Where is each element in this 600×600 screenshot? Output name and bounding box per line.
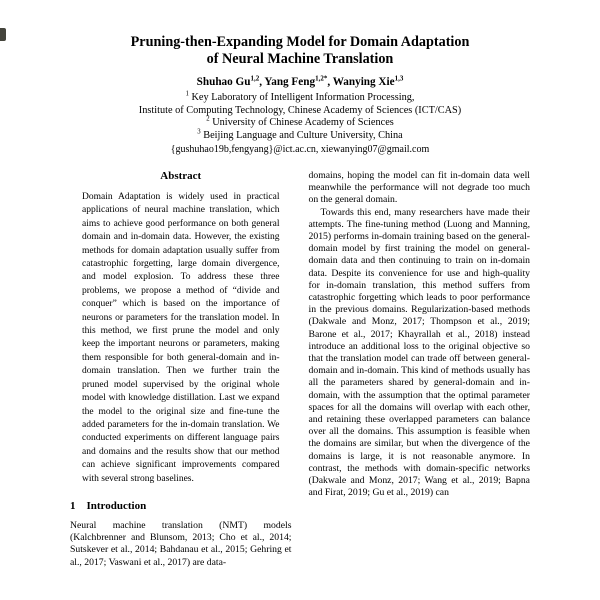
right-column bbox=[309, 170, 531, 499]
author-1 bbox=[197, 76, 265, 88]
affiliations-block bbox=[0, 92, 600, 142]
affiliation-3-mark: 2 bbox=[206, 115, 210, 123]
paper-header bbox=[0, 34, 600, 155]
introduction-text: Neural machine translation (NMT) models (Kalchbrenner and Blunsom, 2013; Cho et al., 2014; Sutskever et al., 2014; Bahdanau et al., 2015; Gehring et al., 2017; Vaswani et al., 2017) are data- bbox=[70, 519, 292, 568]
affiliation-3-text: University of Chinese Academy of Sciences bbox=[209, 117, 394, 129]
abstract-text: Domain Adaptation is widely used in practical applications of neural machine translation, which aims to achieve good performance on both general domain and in-domain data. However, the existing methods for domain adaptation usually suffer from catastrophic forgetting, large domain divergence, and model explosion. To address these three problems, we propose a method of “divide and conquer” which is based on the importance of neurons or parameters for the translation model. In this method, we first prune the model and only keep the important neurons or parameters, making them responsible for both general-domain and in-domain translation. Then we further train the pruned model supervised by the original whole model with knowledge distillation. Last we expand the model to the original size and fine-tune the added parameters for the in-domain translation. We conducted experiments on different language pairs and domains and the results show that our method can achieve significant improvements compared with several strong baselines. bbox=[82, 192, 280, 484]
affiliation-line-1 bbox=[0, 92, 600, 105]
affiliation-line-2 bbox=[0, 105, 600, 118]
author-2-separator: , bbox=[327, 76, 333, 88]
abstract-heading: Abstract bbox=[160, 170, 202, 182]
author-1-affiliation-mark: 1,2 bbox=[250, 74, 260, 83]
author-3-name: Wanying Xie bbox=[332, 76, 395, 88]
right-column-paragraph-2: Towards this end, many researchers have made their attempts. The fine-tuning method (Luong and Manning, 2015) performs in-domain training based on the general-domain model by first training the model on general-domain data and then continuing to train on in-domain data. Despite its convenience for use and high-quality for in-domain translation, this method suffers from catastrophic forgetting which leads to poor performance in the previous domains. Regularization-based methods (Dakwale and Monz, 2017; Thompson et al., 2019; Barone et al., 2017; Khayrallah et al., 2018) instead introduce an additional loss to the original objective so that the translation model can trade off between general-domain and in-domain. This kind of methods usually has all the parameters shared by general-domain and in-domain, with the assumption that the optimal parameter spaces for all the domains will overlap with each other, and retaining these overlapped parameters can balance over all the domains. This assumption is feasible when the domains are similar, but when the divergence of the domains is large, it is not reasonable anymore. In contrast, the methods with domain-specific networks (Dakwale and Monz, 2017; Wang et al., 2019; Bapna and Firat, 2019; Gu et al., 2019) can bbox=[308, 206, 530, 499]
paper-title-line2: of Neural Machine Translation bbox=[206, 50, 394, 67]
section-title: Introduction bbox=[86, 499, 147, 512]
author-2-affiliation-mark: 1,2* bbox=[315, 74, 328, 83]
introduction-heading bbox=[70, 500, 292, 512]
affiliation-1-text: Key Laboratory of Intelligent Information Processing, bbox=[188, 92, 415, 103]
abstract-section bbox=[70, 170, 292, 486]
affiliation-4-text: Beijing Language and Culture University, China bbox=[200, 129, 403, 141]
author-2 bbox=[264, 76, 332, 88]
author-emails: {gushuhao19b,fengyang}@ict.ac.cn, xiewanying07@gmail.com bbox=[170, 144, 430, 156]
author-3 bbox=[333, 76, 404, 88]
section-number: 1 bbox=[70, 499, 76, 512]
affiliation-2-text: Institute of Computing Technology, Chinese Academy of Sciences (ICT/CAS) bbox=[138, 104, 462, 116]
paper-title-line1: Pruning-then-Expanding Model for Domain Adaptation bbox=[130, 34, 470, 50]
introduction-section bbox=[70, 500, 292, 569]
author-3-affiliation-mark: 1,3 bbox=[394, 74, 404, 83]
paper-title bbox=[0, 34, 600, 67]
affiliation-line-3 bbox=[0, 117, 600, 130]
affiliation-4-mark: 3 bbox=[197, 128, 201, 136]
author-2-name: Yang Feng bbox=[264, 76, 316, 88]
author-1-separator: , bbox=[259, 76, 265, 88]
left-column bbox=[70, 170, 292, 569]
author-line bbox=[0, 76, 600, 88]
affiliation-1-mark: 1 bbox=[185, 90, 189, 98]
two-column-body bbox=[70, 170, 530, 569]
author-1-name: Shuhao Gu bbox=[196, 76, 251, 88]
affiliation-line-4 bbox=[0, 130, 600, 143]
right-column-paragraph-1: domains, hoping the model can fit in-domain data well meanwhile the performance will not degrade too much on the general domain. bbox=[308, 170, 530, 206]
